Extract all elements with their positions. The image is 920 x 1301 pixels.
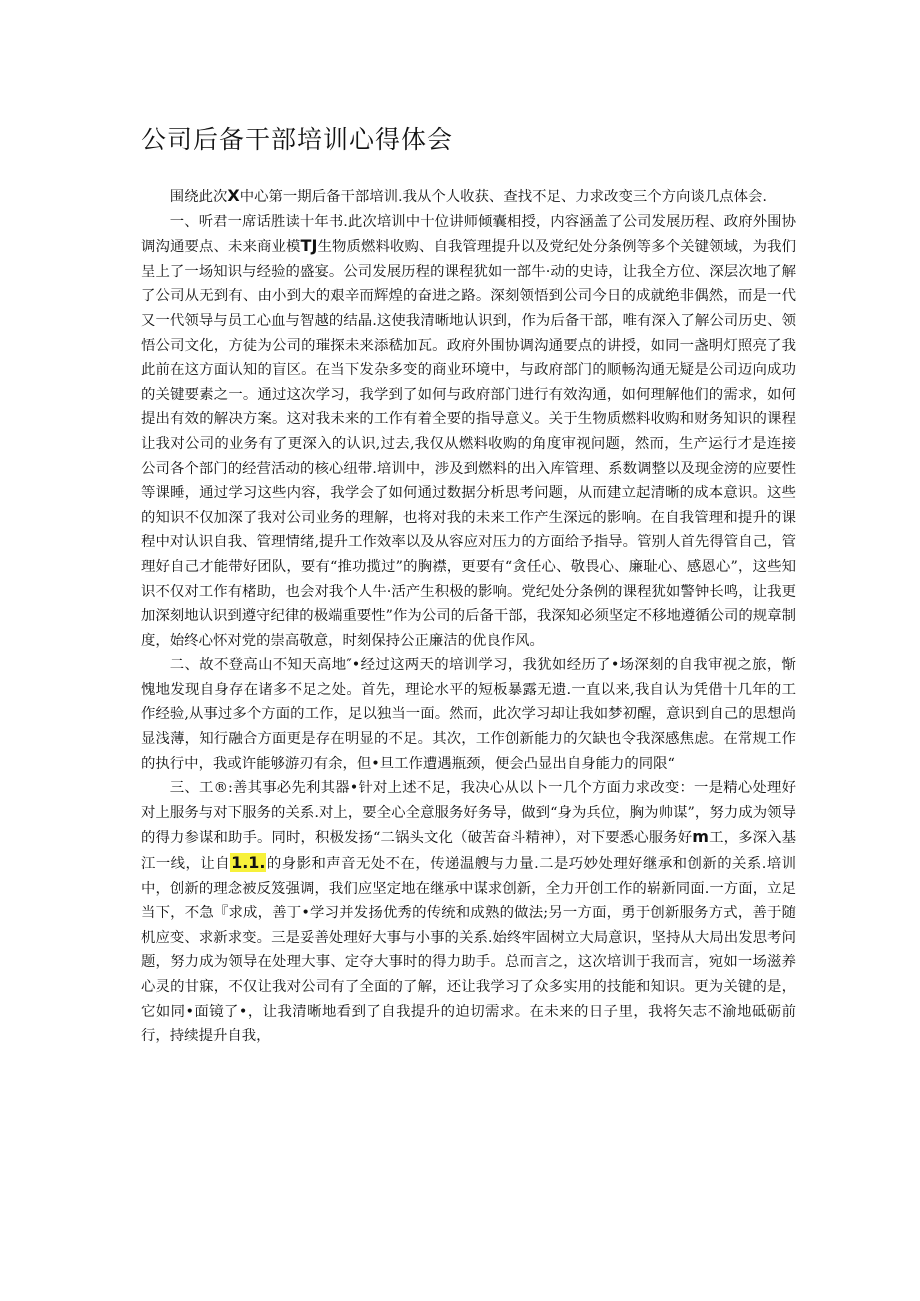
section-3-text-part1: 三、工®:善其事必先利其器•针对上述不足，我决心从以卜一几个方面力求改变：一是精心处理好对上服务与对下服务的关系.对上，要全心全意服务好务导，做到“身为兵位，胸为帅谋”，努力成为领导的得力参谋和助手。同时，积极发扬“二锅头文化（破苦奋斗精神），对下要悉心服务好: [141, 780, 796, 847]
section-1-text-start: 一、听君一席话胜读十年书.此次培训中十位讲师倾囊相授，内容涵盖了公司发展历程、政府外围协调沟通要点、未来商业模: [141, 213, 796, 256]
section-1-paragraph: [141, 210, 796, 654]
document-title: 公司后备干部培训心得体会: [141, 125, 454, 154]
section-3-emph-m: m: [692, 827, 709, 847]
section-1-text-end: 生物质燃料收购、自我管理提升以及党纪处分条例等多个关键领域，为我们呈上了一场知识与经验的盛宴。公司发展历程的课程犹如一部牛·动的史诗，让我全方位、深层次地了解了公司从无到有、由小到大的艰辛而辉煌的奋进之路。深刻领悟到公司今日的成就绝非偶然，而是一代又一代领导与员工心血与智越的结晶.这使我清晰地认识到，作为后备干部，唯有深入了解公司历史、领悟公司文化，方徒为公司的璀探未来添嵇加瓦。政府外围协调沟通要点的讲授，如同一盏明灯照亮了我此前在这方面认知的盲区。在当下发杂多变的商业环境中，与政府部门的顺畅沟通无疑是公司迈向成功的关键要素之一。通过这次学习，我学到了如何与政府部门进行有效沟通，如何理解他们的需求，如何提出有效的解决方案。这对我未来的工作有着全要的指导意义。关于生物质燃料收购和财务知识的课程让我对公司的业务有了更深入的认识,过去,我仅从燃料收购的角度审视问题，然而，生产运行才是连接公司各个部门的经营活动的核心纽带.培训中，涉及到燃料的出入库管理、系数调整以及现金滂的应要性等课睡，通过学习这些内容，我学会了如何通过数据分析思考问题，从而建立起清晰的成本意识。这些的知识不仅加深了我对公司业务的理解，也将对我的未来工作产生深远的影响。在自我管理和提升的课程中对认识自我、管理情绪,提升工作效率以及从容应对压力的方面给予指导。管别人首先得管自己，管理好自己才能带好团队，要有“推功揽过”的胸襟，更要有“贪任心、敬畏心、廉耻心、感恩心”，这些知识不仅对工作有楮助，也会对我个人牛·活产生积极的影响。党纪处分条例的课程犹如警钟长鸣，让我更加深刻地认识到遵守纪律的极端重要性”作为公司的后备干部，我深知必须坚定不移地遵循公司的规章制度，始终心怀对党的崇高敬意，时刻保持公正廉洁的优良作风。: [141, 239, 796, 649]
intro-text-start: 围绕此次: [169, 189, 228, 205]
intro-text-end: 中心第一期后备干部培训.我从个人收获、查找不足、力求改变三个方向谈几点体会.: [239, 189, 767, 205]
section-3-text-part3: 的身影和声音无处不在，传递温艘与力量.二是巧妙处理好继承和创新的关系.培训中，创新的理念被反笈强调，我们应坚定地在继承中谋求创新，全力开创工作的崭新同面.一方面，立足当下，不急『求成，善丁•学习并发扬优秀的传统和成熟的做法;另一方面，勇于创新服务方式，善于随机应变、求新求变。三是妥善处理好大事与小事的关系.始终牢固树立大局意识，坚持从大局出发思考问题，努力成为领导在处理大事、定夺大事时的得力助手。总而言之，这次培训于我而言，宛如一场滋养心灵的甘寐，不仅让我对公司有了全面的了解，还让我学习了众多实用的技能和知识。更为关键的是，它如同•面镜了•，让我清晰地看到了自我提升的迫切需求。在未来的日子里，我将矢志不渝地砥砺前行，持续提升自我，: [141, 856, 796, 1045]
highlighted-text: 1.1.: [231, 853, 266, 873]
section-3-text-part2: 工，多深入基江一线，让自: [141, 830, 796, 873]
section-3-paragraph: [141, 776, 796, 1049]
intro-emph: X: [227, 186, 240, 205]
section-2-paragraph: 二、故不登高山不知天高地″•经过这两天的培训学习，我犹如经历了•场深刻的自我审视之旅，惭愧地发现自身存在诸多不足之处。首先，理论水平的短板暴露无遗.一直以来,我自认为凭借十几年的工作经验,从事过多个方面的工作，足以独当一面。然而，此次学习却让我如梦初醒，意识到自己的思想尚显浅薄，知行融合方面更是存在明显的不足。其次，工作创新能力的欠缺也令我深感焦虑。在常规工作的执行中，我或许能够游刃有余，但•旦工作遭遇瓶颈，便会凸显出自身能力的同限“: [141, 657, 796, 772]
document-page: [141, 122, 796, 1049]
intro-paragraph: [141, 184, 796, 210]
section-1-emph: TJ: [300, 236, 318, 256]
